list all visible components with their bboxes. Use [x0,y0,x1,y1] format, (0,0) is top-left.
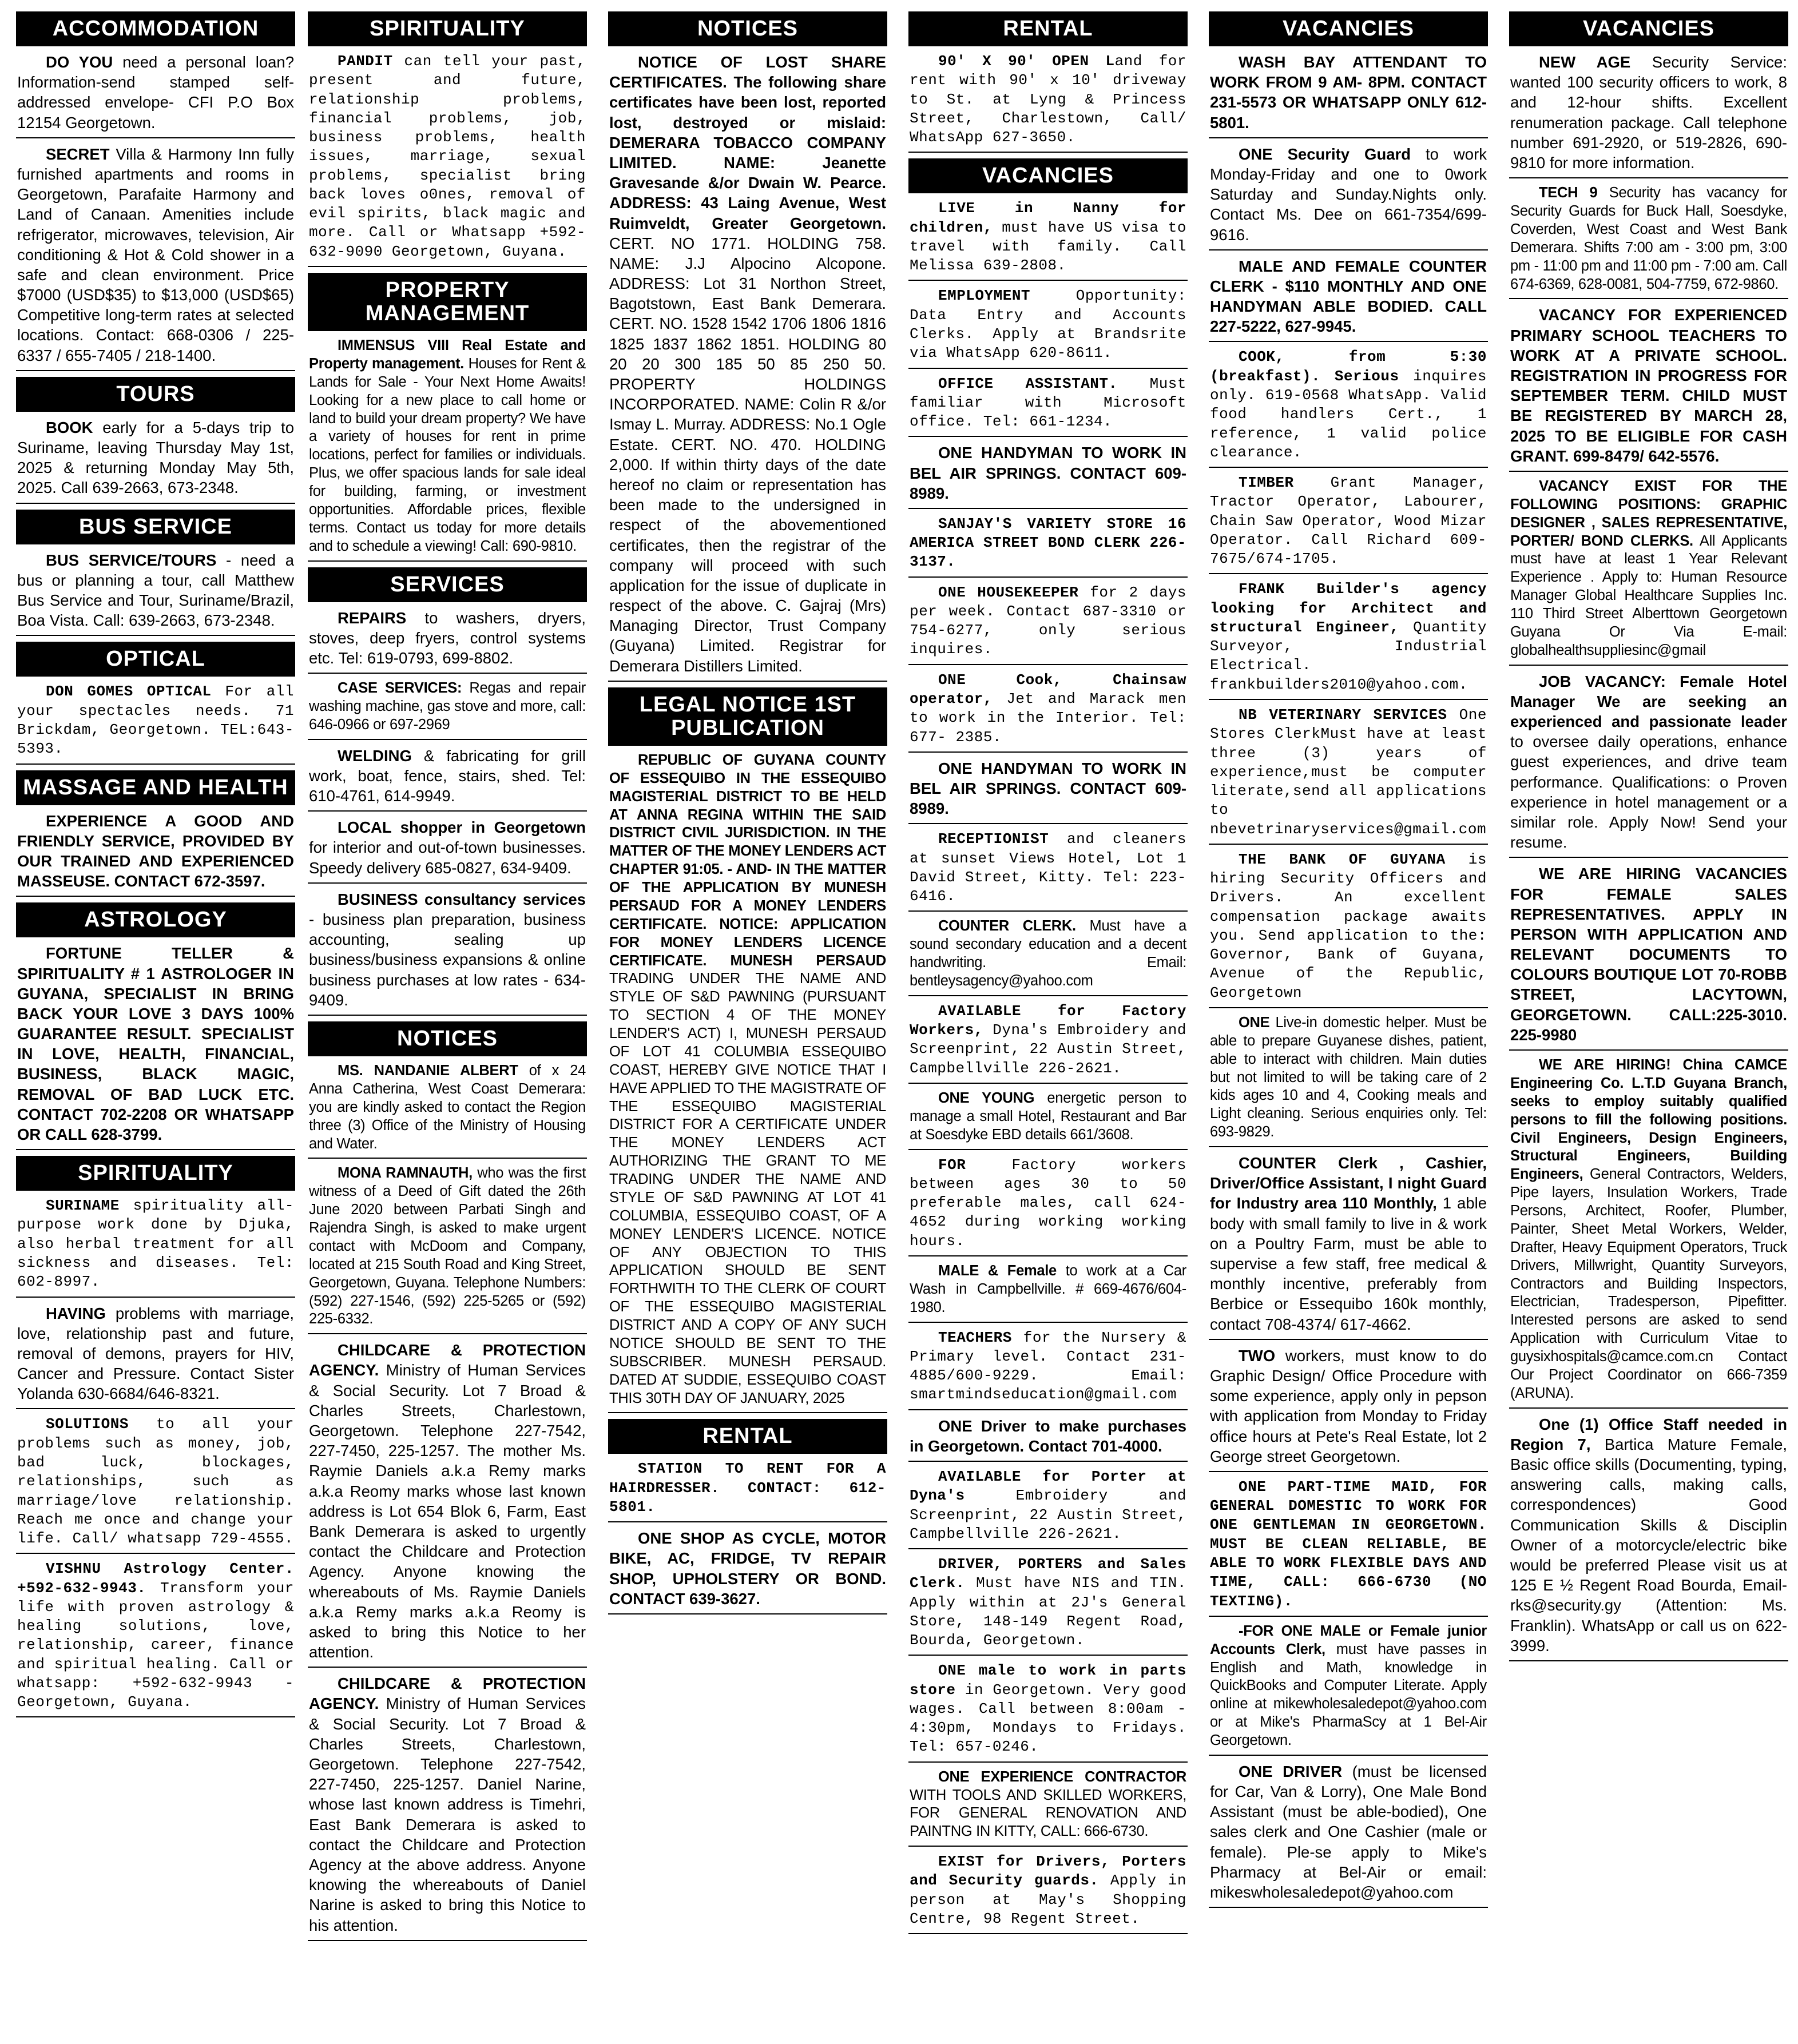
ad-lead-text: EXIST for Drivers, Porters and Security guards. [910,1853,1186,1890]
classified-ad [1209,1014,1488,1147]
ad-lead-text: CASE SERVICES: [338,680,462,697]
ad-body-text: Grant Manager, Tractor Operator, Labourer, Chain Saw Operator, Wood Mizar Operator. Call Richard 609-7675/674-1705. [1210,474,1487,568]
classified-ad [908,1002,1188,1084]
classified-ad [908,1329,1188,1410]
ad-lead-text: VACANCY FOR EXPERIENCED PRIMARY SCHOOL TEACHERS TO WORK AT A PRIVATE SCHOOL. REGISTRATION IN PROGRESS FOR SEPTEMBER TERM. CHILD MUST BE REGISTERED BY MARCH 28, 2025 TO BE ELIGIBLE FOR CASH GRANT. 699-8479/ 642-5576. [1510,306,1787,465]
ad-body-text: Ministry of Human Services & Social Security. Lot 7 Broad & Charles Streets, Charlestown, Georgetown. Telephone 227-7542, 227-7450, 225-1257. The mother Ms. Raymie Daniels a.k.a Remy marks a.k.a Reomy marks whose last known address is Lot 654 Blok 6, Farm, East Bank Demerara is asked to urgently contact the Childcare and Protection Agency. Anyone knowing the whereabouts of Ms. Raymie Daniels a.k.a Remy marks a.k.a Reomy is asked to bring this Notice to her attention. [309,1361,586,1661]
classified-ad [908,1661,1188,1762]
classified-ad [908,830,1188,912]
classified-ad [308,337,587,562]
ad-body-text: - need a bus or planning a tour, call Matthew Bus Service and Tour, Suriname/Brazil, Boa Vista. Call: 639-2663, 673-2348. [17,551,294,630]
ad-lead-text: RECEPTIONIST [938,830,1049,848]
classified-ad [908,1852,1188,1934]
classified-ad [1509,1056,1788,1409]
ad-lead-text: AVAILABLE for Factory Workers, [910,1002,1186,1039]
section-heading-spirituality: SPIRITUALITY [308,11,587,46]
classified-ad [908,52,1188,153]
ad-lead-text: ONE Security Guard [1239,145,1411,163]
classified-ad [16,1196,295,1297]
ad-lead-text: MS. NANDANIE ALBERT [338,1063,518,1079]
ad-lead-text: NB VETERINARY SERVICES [1239,706,1447,723]
classified-ad [308,608,587,674]
section-heading-vacancies: VACANCIES [1209,11,1488,46]
classified-ad [1509,52,1788,178]
classified-ad [1209,52,1488,138]
classified-ad [908,375,1188,438]
section-heading-property-management: PROPERTY MANAGEMENT [308,273,587,331]
ad-lead-text: SOLUTIONS [46,1415,129,1433]
classified-ad [16,417,295,504]
ad-lead-text: NOTICE OF LOST SHARE CERTIFICATES. The following share certificates have been lost, reported lost, destroyed or mislaid: DEMERARA TOBACCO COMPANY LIMITED. NAME: Jeanette Gravesande &/or Dwain W. Pearce. ADDRESS: 43 Laing Avenue, West Ruimveldt, Greater Georgetown. [609,53,886,232]
ad-body-text: who was the first witness of a Deed of Gift dated the 26th June 2020 between Parbati Singh and Rajendra Singh, is asked to make urgent contact with McDoom and Company, located at 215 South Road and King Street, Georgetown, Guyana. Telephone Numbers: (592) 227-1546, (592) 225-5265 or (592) 225-6332. [309,1165,586,1327]
ad-lead-text: DON GOMES OPTICAL [46,683,212,701]
section-heading-tours: TOURS [16,377,295,412]
ad-body-text: Must have a sound secondary education and a decent handwriting. Email: bentleysagency@yahoo.com [910,918,1186,989]
classified-ad [1509,305,1788,472]
ad-body-text: One Stores ClerkMust have at least three (3) years of experience,must be computer literate,send all applications to nbevetrinaryservices@gmail.com [1210,706,1487,838]
ad-lead-text: LIVE in Nanny for children, [910,200,1186,236]
ad-lead-text: WE ARE HIRING! China CAMCE Engineering Co. L.T.D Guyana Branch, seeks to employ suitably qualified persons to fill the following positions. Civil Engineers, Design Engineers, Structural Engineers, Building Engineers, [1510,1057,1787,1183]
ad-body-text: - business plan preparation, business accounting, sealing up business/business expansions & online business purchases at low rates - 634-9409. [309,910,586,1009]
classified-ad [608,52,887,682]
section-heading-optical: OPTICAL [16,642,295,677]
classified-ad [1209,580,1488,700]
section-heading-massage-and-health: MASSAGE AND HEALTH [16,770,295,805]
ad-body-text: energetic person to manage a small Hotel, Restaurant and Bar at Soesdyke EBD details 661/3608. [910,1089,1186,1143]
ad-body-text: All Applicants must have at least 1 Year Relevant Experience . Apply to: Human Resource Manager Global Healthcare Supplies Inc. 110 Third Street Alberttown Georgetown Guyana Or Via E-mail: globalhealthsuppliesinc@gmail [1510,532,1787,658]
ad-body-text: inquires only. 619-0568 WhatsApp. Valid food handlers Cert., 1 reference, 1 valid police clearance. [1210,367,1487,461]
section-heading-spirituality: SPIRITUALITY [16,1156,295,1191]
ad-body-text: Villa & Harmony Inn fully furnished apartments and rooms in Georgetown, Parafaite Harmony and Land of Canaan. Amenities include refrigerator, microwaves, television, Air conditioning & Hot & Cold shower in a safe and clean environment. Price $7000 (USD$35) to $13,000 (USD$65) Competitive long-term rates at selected locations. Contact: 668-0306 / 225-6337 / 655-7405 / 218-1400. [17,145,294,364]
ad-body-text: & fabricating for grill work, boat, fence, stairs, shed. Tel: 610-4761, 614-9949. [309,746,586,805]
classified-ad [308,746,587,812]
ad-lead-text: DO YOU [46,53,113,71]
classified-ad [1509,1414,1788,1661]
ad-body-text: Must have NIS and TIN. Apply within at 2J's General Store, 148-149 Regent Road, Bourda, Georgetown. [910,1574,1186,1649]
ad-body-text: Regas and repair washing machine, gas stove and more, call: 646-0966 or 697-2969 [309,680,586,733]
section-heading-bus-service: BUS SERVICE [16,510,295,544]
ad-lead-text: SECRET [46,145,110,163]
ad-body-text: Must familiar with Microsoft office. Tel: 661-1234. [910,375,1187,431]
ad-lead-text: PANDIT [338,53,393,70]
classified-ad [908,1468,1188,1549]
ad-lead-text: ONE SHOP AS CYCLE, MOTOR BIKE, AC, FRIDGE, TV REPAIR SHOP, UPHOLSTERY OR BOND. CONTACT 639-3627. [609,1529,886,1608]
ad-body-text: EXPERIENCE A GOOD AND FRIENDLY SERVICE, PROVIDED BY OUR TRAINED AND EXPERIENCED MASSEUSE. CONTACT 672-3597. [17,812,294,890]
classified-ad [1209,1153,1488,1340]
ad-lead-text: BUSINESS consultancy services [338,890,586,908]
classified-ad [608,1528,887,1614]
classified-ad [1209,1478,1488,1617]
ad-lead-text: CHILDCARE & PROTECTION AGENCY. [309,1341,586,1379]
ad-body-text: Security Service: wanted 100 security officers to work, 8 and 12-hour shifts. Excellent renumeration package. Call telephone number 691-2920, or 519-2826, 690-9810 for more information. [1510,53,1787,172]
classified-ad [16,550,295,637]
ad-body-text: Apply in person at May's Shopping Centre, 98 Regent Street. [910,1872,1186,1928]
ad-lead-text: SANJAY'S VARIETY STORE 16 AMERICA STREET BOND CLERK 226-3137. [910,515,1186,571]
ad-body-text: workers, must know to do Graphic Design/ Office Procedure with some experience, apply only in pepson with application from Monday to Friday office hours at Pete's Real Estate, lot 2 George street Georgetown. [1210,1346,1487,1465]
classified-ad [308,1062,587,1159]
ad-body-text: must have passes in English and Math, knowledge in QuickBooks and Computer Literate. Apply online at mikewholesaledepot@yahoo.com or at Mike's PharmaScy at 1 Bel-Air Georgetown. [1210,1641,1487,1749]
classified-ad [308,1340,587,1668]
ad-body-text: spirituality all-purpose work done by Djuka, also herbal treatment for all sickness and diseases. Tel: 602-8997. [17,1197,294,1291]
classified-ad [308,679,587,740]
column-1 [16,10,295,2038]
ad-body-text: can tell your past, present and future, relationship problems, financial problems, job, business problems, health issues, marriage, sexual problems, specialist bring back loves o0nes, removal of evil spirits, black magic and more. Call or Whatsapp +592-632-9090 Georgetown, Guyana. [309,53,586,260]
classified-ad [16,52,295,138]
ad-lead-text: FRANK Builder's agency looking for Architect and structural Engineer, [1210,580,1487,636]
classified-ad [1509,864,1788,1051]
ad-body-text: FORTUNE TELLER & SPIRITUALITY # 1 ASTROLOGER IN GUYANA, SPECIALIST IN BRING BACK YOUR LOVE 3 DAYS 100% GUARANTEE RESULT. SPECIALIST IN LOVE, HEALTH, FINANCIAL, BUSINESS, BLACK MAGIC, REMOVAL OF BAD LUCK ETC. CONTACT 702-2208 OR WHATSAPP OR CALL 628-3799. [17,944,294,1143]
classified-ad [16,943,295,1150]
ad-body-text: must have US visa to travel with family. Call Melissa 639-2808. [910,218,1186,275]
ad-lead-text: COOK, from 5:30 (breakfast). Serious [1210,348,1487,385]
ad-body-text: to oversee daily operations, enhance guest experiences, and drive team performance. Qualifications: o Proven experience in hotel management or a similar role. Apply Now! Send your resume. [1510,733,1787,852]
ad-body-text: Quantity Surveyor, Industrial Electrical. frankbuilders2010@yahoo.com. [1210,618,1487,693]
classified-ad [908,758,1188,825]
classified-ad [1209,348,1488,468]
ad-body-text: to washers, dryers, stoves, deep fryers, control systems etc. Tel: 619-0793, 699-8802. [309,609,586,667]
ad-lead-text: MALE & Female [938,1262,1057,1279]
ad-lead-text: ONE HOUSEKEEPER [938,583,1079,601]
ad-body-text: Opportunity: Data Entry and Accounts Clerks. Apply at Brandsrite via WhatsApp 620-8611. [910,287,1186,362]
classified-ad [308,1673,587,1940]
classified-ad [16,1560,295,1717]
ad-lead-text: FOR [938,1156,966,1174]
section-heading-accommodation: ACCOMMODATION [16,11,295,46]
ad-lead-text: COUNTER CLERK. [938,918,1076,934]
ad-lead-text: BOOK [46,418,93,436]
classified-ad [308,817,587,884]
ad-lead-text: VACANCY EXIST FOR THE FOLLOWING POSITIONS: GRAPHIC DESIGNER , SALES REPRESENTATIVE, PORTER/ BOND CLERKS. [1510,478,1787,549]
ad-body-text: problems with marriage, love, relationship past and future, removal of demons, prayers for HIV, Cancer and Pressure. Contact Sister Yolanda 630-6684/646-8321. [17,1304,294,1403]
ad-lead-text: OFFICE ASSISTANT. [938,375,1118,392]
ad-body-text: to work at a Car Wash in Campbellville. # 669-4676/604-1980. [910,1262,1186,1315]
classified-ad [908,199,1188,281]
classified-ad [908,1262,1188,1323]
ad-lead-text: NEW AGE [1539,53,1631,71]
ad-body-text: Embroidery and Screenprint, 22 Austin Street, Campbellville 226-2621. [910,1487,1186,1542]
ad-lead-text: REPUBLIC OF GUYANA COUNTY OF ESSEQUIBO IN THE ESSEQUIBO MAGISTERIAL DISTRICT TO BE HELD AT ANNA REGINA WITHIN THE SAID DISTRICT CIVIL JURISDICTION. IN THE MATTER OF THE MONEY LENDERS ACT CHAPTER 91:05. - AND- IN THE MATTER OF THE APPLICATION BY MUNESH PERSAUD FOR A MONEY LENDERS CERTIFICATE. NOTICE: APPLICATION FOR MONEY LENDERS LICENCE CERTIFICATE. MUNESH PERSAUD [609,751,886,969]
classified-ad [1509,184,1788,299]
classified-ad [1209,1761,1488,1908]
column-6 [1509,10,1788,2038]
classified-ad [16,811,295,897]
ad-lead-text: ONE HANDYMAN TO WORK IN BEL AIR SPRINGS. CONTACT 609-8989. [910,444,1186,502]
ad-body-text: to work Monday-Friday and one to 0work Saturday and Sunday.Nights only. Contact Ms. Dee on 661-7354/699-9616. [1210,145,1487,244]
ad-body-text: Houses for Rent & Lands for Sale - Your Next Home Awaits! Looking for a new place to call home or land to build your dream property? We have a variety of houses for rent in prime locations, perfect for families or individuals. Plus, we offer spacious lands for sale ideal for building, farming, or investment opportunities. Affordable prices, flexible terms. Contact us today for more details and to schedule a viewing! Call: 690-9810. [309,355,586,554]
ad-lead-text: IMMENSUS VIII Real Estate and Property management. [309,337,586,372]
ad-body-text: Dyna's Embroidery and Screenprint, 22 Austin Street, Campbellville 226-2621. [910,1021,1186,1077]
ad-lead-text: ONE HANDYMAN TO WORK IN BEL AIR SPRINGS. CONTACT 609-8989. [910,759,1186,818]
ad-lead-text: WASH BAY ATTENDANT TO WORK FROM 9 AM- 8PM. CONTACT 231-5573 OR WHATSAPP ONLY 612-5801. [1210,53,1487,132]
section-heading-services: SERVICES [308,567,587,602]
ad-lead-text: CHILDCARE & PROTECTION AGENCY. [309,1675,586,1713]
section-heading-astrology: ASTROLOGY [16,902,295,937]
column-4 [908,10,1188,2038]
ad-lead-text: ONE [1239,1014,1270,1031]
section-heading-rental: RENTAL [608,1419,887,1454]
classified-ad [1209,1623,1488,1756]
ad-lead-text: One (1) Office Staff needed in Region 7, [1510,1415,1787,1453]
ad-lead-text: SURINAME [46,1197,120,1215]
classified-ad [308,52,587,267]
classified-ad [908,917,1188,996]
ad-body-text: Jet and Marack men to work in the Interior. Tel: 677- 2385. [910,690,1186,746]
ad-lead-text: REPAIRS [338,609,407,627]
classified-ad [608,1460,887,1522]
ad-body-text: for the Nursery & Primary level. Contact 231-4885/600-9229. Email: smartmindseducation@gmail.com [910,1329,1186,1403]
ad-body-text: Live-in domestic helper. Must be able to prepare Guyanese dishes, patient, able to interact with children. Main duties but not limited to will be taking care of 2 kids ages 10 and 4, Cooking meals and Light cleaning. Serious enquiries only. Tel: 693-9829. [1210,1014,1487,1140]
classified-ad [1209,474,1488,574]
classified-ad [908,1555,1188,1656]
ad-lead-text: BUS SERVICE/TOURS [46,551,217,569]
classified-ad [1509,478,1788,666]
ad-lead-text: TIMBER [1239,474,1294,492]
classified-ad [308,889,587,1016]
ad-body-text: and for rent with 90' x 10' driveway to St. at Lyng & Princess Street, Charlestown, Call/ WhatsApp 627-3650. [910,53,1187,146]
classified-ad [1209,706,1488,845]
ad-lead-text: ONE PART-TIME MAID, FOR GENERAL DOMESTIC TO WORK FOR ONE GENTLEMAN IN GEORGETOWN. MUST BE CLEAN RELIABLE, BE ABLE TO WORK FLEXIBLE DAYS AND TIME, CALL: 666-6730 (NO TEXTING). [1210,1478,1487,1610]
ad-body-text: to all your problems such as money, job, bad luck, blockages, relationships, such as marriage/love relationship. Reach me once and change your life. Call/ whatsapp 729-4555. [17,1415,294,1548]
ad-body-text: WITH TOOLS AND SKILLED WORKERS, FOR GENERAL RENOVATION AND PAINTNG IN KITTY, CALL: 666-6730. [910,1787,1186,1840]
ad-body-text: and cleaners at sunset Views Hotel, Lot 1 David Street, Kitty. Tel: 223-6416. [910,830,1186,905]
classified-ad [16,144,295,371]
ad-body-text: 1 able body with small family to live in & work on a Poultry Farm, must be able to supervise a few staff, free medical & monthly incentive, preferably from Berbice or Essequibo 160k monthly, contact 708-4374/ 617-4662. [1210,1194,1487,1333]
ad-body-text: CERT. NO 1771. HOLDING 758. NAME: J.J Alpocino Alcopone. ADDRESS: Lot 31 Northon Street, Bagotstown, East Bank Demerara. CERT. NO. 1528 1542 1706 1806 1816 1825 1837 1862 1851. HOLDING 80 20 20 300 185 50 85 250 50. PROPERTY HOLDINGS INCORPORATED. NAME: Colin R &/or Ismay L. Murray. ADDRESS: No.1 Ogle Estate. CERT. NO. 470. HOLDING 2,000. If within thirty days of the date hereof no claim or representation has been made to the undersigned in respect of the abovementioned certificates, then the registrar of the company will proceed with such application for the issue of duplicate in respect of the above. C. Gajraj (Mrs) Managing Director, Trust Company (Guyana) Limited. Registrar for Demerara Distillers Limited. [609,234,886,675]
classified-ad [16,1415,295,1554]
classified-ad [908,443,1188,509]
ad-lead-text: LOCAL shopper in Georgetown [338,818,586,837]
column-3 [608,10,887,2038]
classified-ad [908,1089,1188,1150]
ad-body-text: Bartica Mature Female, Basic office skills (Documenting, typing, answering calls, making calls, correspondences) Good Communication Skills & Disciplin Owner of a motorcycle/electric bike would be preferred Please visit us at 125 E ½ Regent Road Bourda, Email-rks@security.gy (Attention: Ms. Franklin). WhatsApp or call us on 622-3999. [1510,1435,1788,1655]
ad-lead-text: ONE Driver to make purchases in Georgetown. Contact 701-4000. [910,1417,1186,1455]
ad-lead-text: WE ARE HIRING VACANCIES FOR FEMALE SALES REPRESENTATIVES. APPLY IN PERSON WITH APPLICATION AND RELEVANT DOCUMENTS TO COLOURS BOUTIQUE LOT 70-ROBB STREET, LACYTOWN, GEORGETOWN. CALL:225-3010. 225-9980 [1510,865,1787,1044]
ad-body-text: STATION TO RENT FOR A HAIRDRESSER. CONTACT: 612-5801. [609,1460,886,1516]
ad-body-text: in Georgetown. Very good wages. Call between 8:00am - 4:30pm, Mondays to Fridays. Tel: 657-0246. [910,1681,1186,1756]
ad-body-text: is hiring Security Officers and Drivers. An excellent compensation package awaits you. Send application to the: Governor, Bank of Guyana, Avenue of the Republic, Georgetown [1210,850,1487,1001]
section-heading-notices: NOTICES [608,11,887,46]
classified-ad [908,1156,1188,1256]
section-heading-legal-notice-1st-publication: LEGAL NOTICE 1ST PUBLICATION [608,687,887,746]
ad-body-text: need a personal loan? Information-send stamped self-addressed envelope- CFI P.O Box 12154 Georgetown. [17,53,294,132]
ad-lead-text: TEACHERS [938,1329,1012,1346]
ad-body-text: Transform your life with proven astrology & healing solutions, love, relationship, career, finance and spiritual healing. Call or whatsapp: +592-632-9943 - Georgetown, Guyana. [17,1579,294,1711]
ad-body-text: of x 24 Anna Catherina, West Coast Demerara: you are kindly asked to contact the Region three (3) Office of the Ministry of Housing and Water. [309,1063,586,1152]
ad-lead-text: HAVING [46,1304,106,1322]
ad-body-text: For all your spectacles needs. 71 Brickdam, Georgetown. TEL:643-5393. [17,683,294,758]
classified-ad [908,583,1188,665]
ad-body-text: (must be licensed for Car, Van & Lorry), One Male Bond Assistant (must be able-bodied), One sales clerk and One Cashier (male or female). Ple-se apply to Mike's Pharmacy at Bel-Air or email: mikeswholesaledepot@yahoo.com [1210,1762,1487,1902]
ad-lead-text: TWO [1239,1346,1276,1365]
classified-ad [16,1303,295,1410]
section-heading-notices: NOTICES [308,1021,587,1056]
ad-lead-text: JOB VACANCY: Female Hotel Manager We are seeking an experienced and passionate leader [1510,672,1787,731]
section-heading-vacancies: VACANCIES [908,158,1188,193]
column-5 [1209,10,1488,2038]
classified-ad [908,671,1188,753]
classified-ad [1209,850,1488,1008]
column-2 [308,10,587,2038]
ad-lead-text: COUNTER Clerk , Cashier, Driver/Office Assistant, I night Guard for Industry area 110 Monthly, [1210,1154,1487,1212]
ad-lead-text: THE BANK OF GUYANA [1239,850,1446,868]
ad-body-text: for 2 days per week. Contact 687-3310 or 754-6277, only serious inquires. [910,583,1186,658]
ad-lead-text: ONE DRIVER [1239,1762,1343,1780]
ad-body-text: TRADING UNDER THE NAME AND STYLE OF S&D PAWNING (PURSUANT TO SECTION 4 OF THE MONEY LENDER'S ACT) I, MUNESH PERSAUD OF LOT 41 COLUMBIA ESSEQUIBO COAST, HEREBY GIVE NOTICE THAT I HAVE APPLIED TO THE MAGISTRATE OF THE ESSEQUIBO MAGISTERIAL DISTRICT FOR A CERTIFICATE UNDER THE MONEY LENDERS ACT AUTHORIZING THE GRANT TO ME TRADING UNDER THE NAME AND STYLE OF S&D PAWNING AT LOT 41 COLUMBIA, ESSEQUIBO COAST, OF A MONEY LENDER'S LICENCE. NOTICE OF ANY OBJECTION TO THIS APPLICATION SHOULD BE SENT FORTHWITH TO THE CLERK OF COURT OF THE ESSEQUIBO MAGISTERIAL DISTRICT AND A COPY OF ANY SUCH NOTICE SHOULD BE SENT TO THE SUBSCRIBER. MUNESH PERSAUD. DATED AT SUDDIE, ESSEQUIBO COAST THIS 30TH DAY OF JANUARY, 2025 [609,971,886,1406]
ad-body-text: Security has vacancy for Security Guards for Buck Hall, Soesdyke, Coverden, West Coast and West Bank Demerara. Shifts 7:00 am - 3:00 pm, 3:00 pm - 11:00 pm and 11:00 pm - 7:00 am. Call 674-6369, 628-0081, 504-7759, 672-9860. [1510,185,1787,292]
ad-body-text: General Contractors, Welders, Pipe layers, Insulation Workers, Trade Persons, Architect, Roofer, Plumber, Painter, Sheet Metal Workers, Welder, Drafter, Heavy Equipment Operators, Truck Drivers, Millwright, Quantity Surveyors, Contractors and Building Inspectors, Electrician, Tradesperson, Pipefitter. Interested persons are asked to send Application with Curriculum Vitae to guysixhospitals@camce.com.cn Contact Our Project Coordinator on 666-7359 (ARUNA). [1510,1166,1787,1401]
ad-body-text: early for a 5-days trip to Suriname, leaving Thursday May 1st, 2025 & returning Monday May 5th, 2025. Call 639-2663, 673-2348. [17,418,294,497]
ad-lead-text: WELDING [338,746,412,765]
ad-lead-text: ONE male to work in parts store [910,1662,1186,1699]
section-heading-rental: RENTAL [908,11,1188,46]
classified-ad [1209,144,1488,250]
ad-body-text: for interior and out-of-town businesses. Speedy delivery 685-0827, 634-9409. [309,838,586,877]
classified-ad [908,1768,1188,1847]
classified-ad [308,1164,587,1334]
classified-ad [908,515,1188,578]
ad-lead-text: ONE Cook, Chainsaw operator, [910,671,1186,707]
ad-lead-text: MALE AND FEMALE COUNTER CLERK - $110 MONTHLY AND ONE HANDYMAN ABLE BODIED. CALL 227-5222, 627-9945. [1210,257,1487,336]
ad-lead-text: DRIVER, PORTERS and Sales Clerk. [910,1556,1186,1592]
ad-lead-text: EMPLOYMENT [938,287,1031,305]
ad-lead-text: 90' X 90' OPEN L [938,53,1115,70]
ad-lead-text: TECH 9 [1539,185,1598,201]
ad-lead-text: VISHNU Astrology Center. +592-632-9943. [17,1560,294,1597]
ad-body-text: Factory workers between ages 30 to 50 preferable males, call 624-4652 during working working hours. [910,1156,1186,1250]
classified-ad [1209,256,1488,343]
section-heading-vacancies: VACANCIES [1509,11,1788,46]
classified-ad [908,1416,1188,1462]
classified-ad [908,287,1188,368]
ad-lead-text: ONE EXPERIENCE CONTRACTOR [938,1768,1186,1785]
classified-ad [1209,1346,1488,1472]
ad-lead-text: -FOR ONE MALE or Female junior Accounts Clerk, [1210,1623,1487,1657]
classified-ad [16,682,295,764]
classified-ad [1509,671,1788,858]
ad-lead-text: ONE YOUNG [938,1089,1035,1106]
ad-lead-text: AVAILABLE for Porter at Dyna's [910,1468,1186,1505]
ad-body-text: Ministry of Human Services & Social Security. Lot 7 Broad & Charles Streets, Charlestown, Georgetown. Telephone 227-7542, 227-7450, 225-1257. Daniel Narine, whose last known address is Timehri, East Bank Demerara is asked to contact the Childcare and Protection Agency at the above address. Anyone knowing the whereabouts of Daniel Narine is asked to bring this Notice to his attention. [309,1695,586,1934]
classified-ad [608,751,887,1414]
ad-lead-text: MONA RAMNAUTH, [338,1165,473,1182]
